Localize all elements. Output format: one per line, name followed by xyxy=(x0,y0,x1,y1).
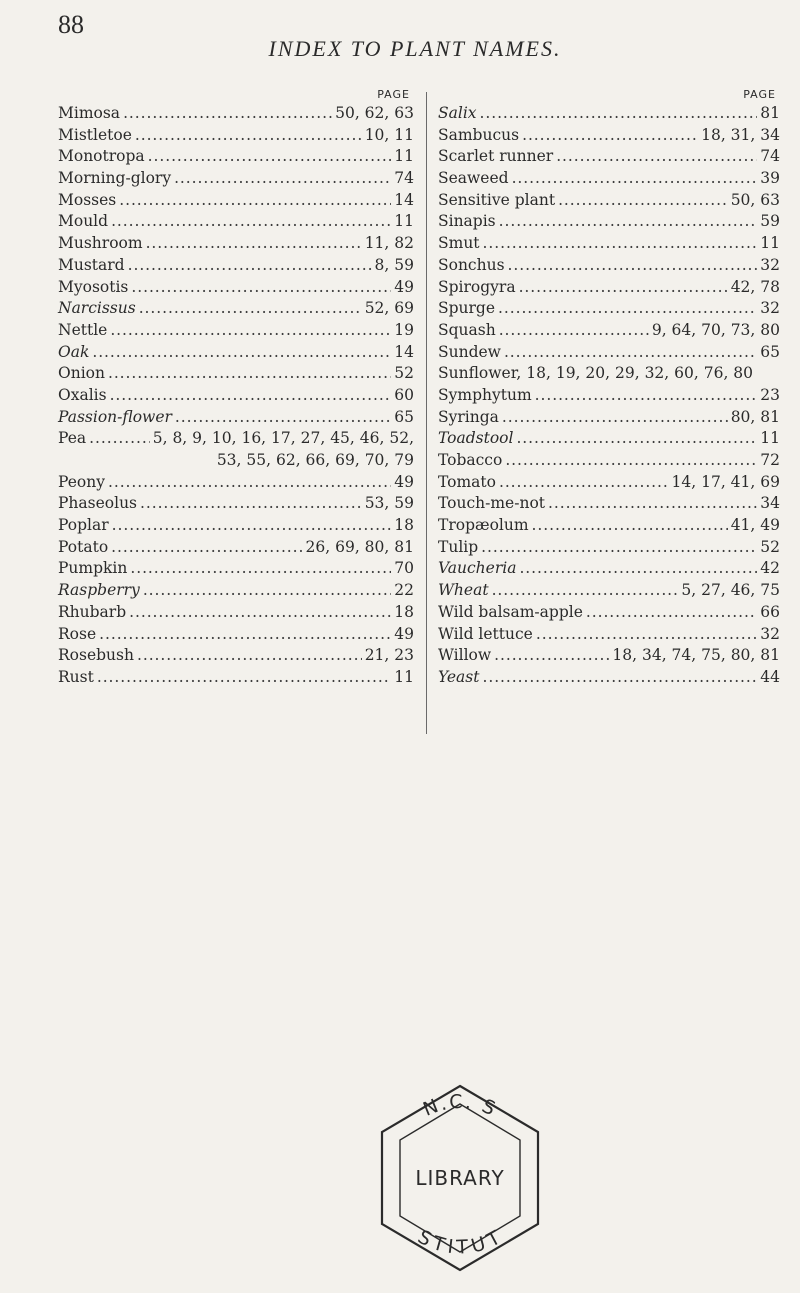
page-references: 49 xyxy=(394,624,414,643)
page-references: 23 xyxy=(760,385,780,404)
dot-leader xyxy=(505,451,757,469)
index-entry xyxy=(438,169,780,191)
index-term: Peony xyxy=(58,472,105,491)
index-entry xyxy=(58,668,414,690)
dot-leader xyxy=(494,646,609,664)
index-entry xyxy=(438,408,780,430)
index-entry xyxy=(58,494,414,516)
page-references: 50, 63 xyxy=(730,190,780,209)
page-references: 52 xyxy=(760,537,780,556)
index-term: Seaweed xyxy=(438,169,509,188)
page-references: 19 xyxy=(394,320,414,339)
dot-leader xyxy=(99,625,391,643)
dot-leader xyxy=(119,191,391,209)
page-references: 11 xyxy=(760,429,780,448)
page-references: 32 xyxy=(760,299,780,318)
index-entry xyxy=(438,646,780,668)
dot-leader xyxy=(108,364,391,382)
dot-leader xyxy=(481,538,757,556)
index-term: Raspberry xyxy=(58,581,140,600)
index-term: Poplar xyxy=(58,516,109,535)
dot-leader xyxy=(535,386,758,404)
index-term: Oxalis xyxy=(58,385,107,404)
index-entry xyxy=(58,299,414,321)
dot-leader xyxy=(516,429,757,447)
page-references: 65 xyxy=(394,407,414,426)
dot-leader xyxy=(532,516,728,534)
index-entry xyxy=(58,386,414,408)
index-term: Potato xyxy=(58,537,109,556)
column-header-page: PAGE xyxy=(743,88,776,101)
index-term: Salix xyxy=(438,104,477,122)
page-references: 18, 31, 34 xyxy=(701,125,780,144)
index-term: Scarlet runner xyxy=(438,147,554,166)
index-entry xyxy=(438,212,780,234)
index-term: Tulip xyxy=(438,537,479,556)
page-references: 11 xyxy=(394,667,414,686)
index-entry xyxy=(58,581,414,603)
index-entry xyxy=(438,256,780,278)
index-term: Myosotis xyxy=(58,277,129,296)
index-term: Vaucheria xyxy=(438,559,517,578)
index-term: Morning-glory xyxy=(58,169,172,188)
dot-leader xyxy=(92,343,391,361)
running-head: INDEX TO PLANT NAMES. xyxy=(268,36,562,61)
index-entry xyxy=(438,386,780,408)
dot-leader xyxy=(536,625,757,643)
index-entry xyxy=(438,581,780,603)
page-references: 14, 17, 41, 69 xyxy=(671,472,780,491)
page-references: 72 xyxy=(760,451,780,469)
page-references: 70 xyxy=(394,559,414,578)
page-references: 34 xyxy=(760,494,780,513)
page-references: 11 xyxy=(760,234,780,253)
index-term: Sunflower, 18, 19, 20, 29, 32, 60, 76, 80 xyxy=(438,364,754,383)
index-term: Rhubarb xyxy=(58,602,127,621)
dot-leader xyxy=(174,169,391,187)
dot-leader xyxy=(482,668,757,686)
dot-leader xyxy=(111,212,391,230)
index-term: Nettle xyxy=(58,320,108,339)
index-term: Spirogyra xyxy=(438,277,516,296)
page-references: 65 xyxy=(760,342,780,361)
page-references: 18 xyxy=(394,602,414,621)
page-references: 11 xyxy=(394,147,414,166)
dot-leader xyxy=(499,473,669,491)
index-entry xyxy=(438,147,780,169)
index-entry xyxy=(438,234,780,256)
page-references: 11, 82 xyxy=(364,234,414,253)
index-entry xyxy=(58,169,414,191)
dot-leader xyxy=(137,646,362,664)
index-entry xyxy=(438,473,780,495)
page-references: 52 xyxy=(394,364,414,383)
index-term: Sambucus xyxy=(438,125,520,144)
page-references-continued: 53, 55, 62, 66, 69, 70, 79 xyxy=(216,451,414,469)
stamp-top-text: N.C. S xyxy=(420,1090,501,1121)
index-entry xyxy=(58,364,414,386)
page-references: 74 xyxy=(760,147,780,166)
dot-leader xyxy=(556,147,757,165)
page-references: 41, 49 xyxy=(730,516,780,535)
dot-leader xyxy=(129,603,391,621)
index-term: Symphytum xyxy=(438,385,532,404)
index-entry xyxy=(58,538,414,560)
index-entry xyxy=(438,429,780,451)
index-entry xyxy=(58,646,414,668)
index-entry xyxy=(438,516,780,538)
index-entries-right xyxy=(438,104,780,690)
index-term: Monotropa xyxy=(58,147,145,166)
dot-leader xyxy=(140,494,362,512)
page-references: 5, 27, 46, 75 xyxy=(681,581,780,600)
page-references: 39 xyxy=(760,169,780,188)
page-references: 66 xyxy=(760,602,780,621)
index-term: Wheat xyxy=(438,581,489,600)
page-references: 14 xyxy=(394,190,414,209)
index-entry xyxy=(58,408,414,430)
dot-leader xyxy=(143,581,391,599)
index-entry xyxy=(58,212,414,234)
index-term: Onion xyxy=(58,364,105,383)
dot-leader xyxy=(123,104,332,122)
index-term: Passion-flower xyxy=(58,407,172,426)
index-entry xyxy=(438,364,780,386)
page-references: 53, 59 xyxy=(364,494,414,513)
index-term: Mistletoe xyxy=(58,125,132,144)
index-term: Tobacco xyxy=(438,451,503,469)
index-entry xyxy=(58,256,414,278)
index-entry xyxy=(58,429,414,451)
index-entries-left xyxy=(58,104,414,690)
index-term: Mould xyxy=(58,212,109,231)
index-term: Smut xyxy=(438,234,480,253)
page-number: 88 xyxy=(58,10,84,39)
index-term: Sinapis xyxy=(438,212,496,231)
index-term: Oak xyxy=(58,342,90,361)
column-divider xyxy=(426,92,427,734)
index-entry xyxy=(438,299,780,321)
library-stamp xyxy=(360,1078,560,1278)
page-references: 49 xyxy=(394,472,414,491)
index-term: Rose xyxy=(58,624,97,643)
index-entry xyxy=(438,126,780,148)
index-term: Yeast xyxy=(438,667,480,686)
index-term: Narcissus xyxy=(58,299,136,318)
index-entry xyxy=(58,603,414,625)
index-term: Touch-me-not xyxy=(438,494,546,513)
column-header-page: PAGE xyxy=(377,88,410,101)
index-entry xyxy=(438,451,780,473)
index-entry xyxy=(438,625,780,647)
index-term: Pea xyxy=(58,429,87,448)
dot-leader xyxy=(135,126,362,144)
dot-leader xyxy=(111,538,302,556)
dot-leader xyxy=(110,386,392,404)
dot-leader xyxy=(508,256,758,274)
index-term: Pumpkin xyxy=(58,559,128,578)
index-entry xyxy=(438,104,780,126)
page-references: 18 xyxy=(394,516,414,535)
page-references: 21, 23 xyxy=(364,646,414,665)
dot-leader xyxy=(504,343,757,361)
dot-leader xyxy=(502,408,728,426)
page-references: 52, 69 xyxy=(364,299,414,318)
page-references: 32 xyxy=(760,255,780,274)
index-entry xyxy=(58,559,414,581)
page-references: 42, 78 xyxy=(730,277,780,296)
index-term: Toadstool xyxy=(438,429,514,448)
dot-leader xyxy=(483,234,758,252)
index-entry xyxy=(58,234,414,256)
index-entry xyxy=(58,278,414,300)
index-entry xyxy=(438,278,780,300)
dot-leader xyxy=(519,559,757,577)
index-entry xyxy=(58,147,414,169)
dot-leader xyxy=(128,256,372,274)
index-entry xyxy=(58,343,414,365)
page-references: 5, 8, 9, 10, 16, 17, 27, 45, 46, 52, xyxy=(152,429,414,448)
page-references: 42 xyxy=(760,559,780,578)
page-references: 32 xyxy=(760,624,780,643)
dot-leader xyxy=(110,321,391,339)
index-term: Rust xyxy=(58,667,94,686)
page-references: 44 xyxy=(760,667,780,686)
dot-leader xyxy=(499,212,758,230)
page-references: 8, 59 xyxy=(374,255,414,274)
index-entry xyxy=(438,538,780,560)
index-entry xyxy=(58,191,414,213)
index-term: Sundew xyxy=(438,342,501,361)
page-references: 18, 34, 74, 75, 80, 81 xyxy=(612,646,780,665)
index-entry xyxy=(58,321,414,343)
index-term: Sensitive plant xyxy=(438,190,556,209)
index-term: Wild lettuce xyxy=(438,624,533,643)
page-references: 50, 62, 63 xyxy=(335,104,414,122)
page-references: 80, 81 xyxy=(730,407,780,426)
index-entry xyxy=(58,625,414,647)
index-entry xyxy=(438,559,780,581)
dot-leader xyxy=(499,321,649,339)
index-entry xyxy=(438,603,780,625)
dot-leader xyxy=(131,278,391,296)
dot-leader xyxy=(108,473,391,491)
index-entry xyxy=(438,321,780,343)
page-references: 9, 64, 70, 73, 80 xyxy=(651,320,780,339)
index-term: Sonchus xyxy=(438,255,505,274)
index-term: Mosses xyxy=(58,190,117,209)
index-term: Spurge xyxy=(438,299,496,318)
dot-leader xyxy=(522,126,698,144)
index-entry xyxy=(438,668,780,690)
index-term: Syringa xyxy=(438,407,499,426)
page-references: 59 xyxy=(760,212,780,231)
dot-leader xyxy=(97,668,391,686)
page-references: 49 xyxy=(394,277,414,296)
index-term: Mimosa xyxy=(58,104,121,122)
stamp-bottom-text: STITUT xyxy=(414,1225,506,1259)
index-entry xyxy=(58,126,414,148)
index-entry xyxy=(58,516,414,538)
dot-leader xyxy=(139,299,362,317)
dot-leader xyxy=(112,516,392,534)
dot-leader xyxy=(586,603,757,621)
index-entry xyxy=(58,104,414,126)
index-entry xyxy=(58,473,414,495)
dot-leader xyxy=(548,494,757,512)
dot-leader xyxy=(492,581,679,599)
stamp-center-text: LIBRARY xyxy=(415,1166,505,1190)
page-references: 14 xyxy=(394,342,414,361)
index-term: Tomato xyxy=(438,472,496,491)
page-references: 22 xyxy=(394,581,414,600)
index-entry xyxy=(438,343,780,365)
index-term: Squash xyxy=(438,320,496,339)
dot-leader xyxy=(512,169,758,187)
index-column-left xyxy=(58,88,414,690)
page-references: 26, 69, 80, 81 xyxy=(305,537,414,556)
index-term: Willow xyxy=(438,646,492,665)
index-entry xyxy=(438,191,780,213)
page-references: 81 xyxy=(760,104,780,122)
dot-leader xyxy=(175,408,391,426)
index-term: Phaseolus xyxy=(58,494,138,513)
page-references: 60 xyxy=(394,385,414,404)
index-term: Mustard xyxy=(58,255,125,274)
dot-leader xyxy=(498,299,757,317)
dot-leader xyxy=(130,559,391,577)
dot-leader xyxy=(519,278,728,296)
index-term: Wild balsam-apple xyxy=(438,602,583,621)
index-term: Tropæolum xyxy=(438,516,529,535)
dot-leader xyxy=(480,104,758,122)
index-column-right xyxy=(438,88,780,690)
page-references: 74 xyxy=(394,169,414,188)
dot-leader xyxy=(146,234,362,252)
index-entry xyxy=(438,494,780,516)
dot-leader xyxy=(89,429,150,447)
index-term: Rosebush xyxy=(58,646,134,665)
dot-leader xyxy=(558,191,728,209)
page-references: 11 xyxy=(394,212,414,231)
page-references: 10, 11 xyxy=(364,125,414,144)
index-term: Mushroom xyxy=(58,234,143,253)
dot-leader xyxy=(148,147,392,165)
